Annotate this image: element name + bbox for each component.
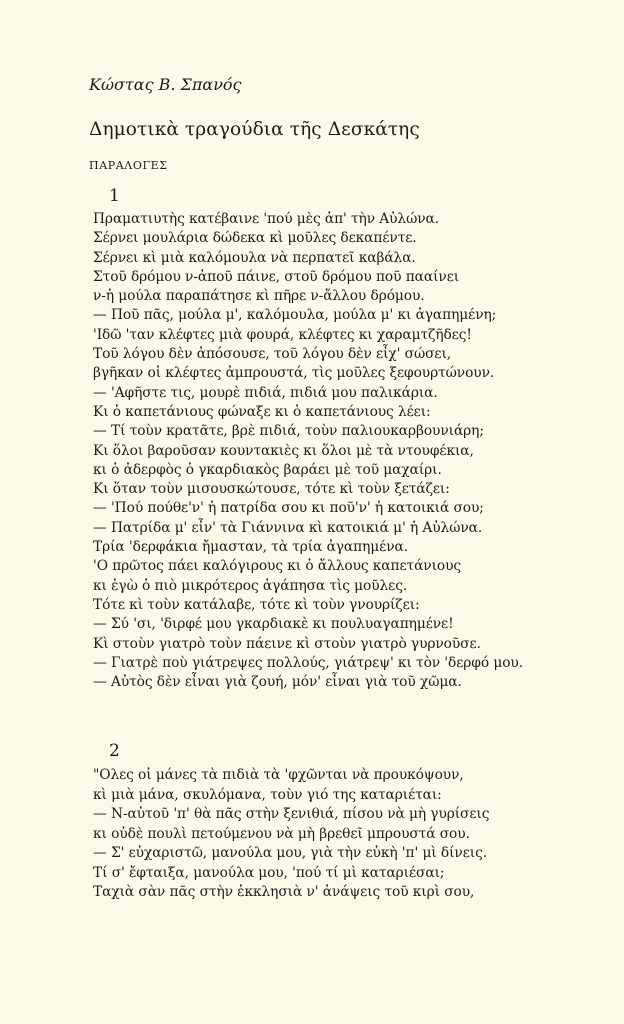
verse-line: Στοῦ δρόμου ν-ἀποῦ πάινε, στοῦ δρόμου ποῦ πααίνει <box>93 268 460 285</box>
poem-1-verse <box>93 210 613 692</box>
verse-line: — Γιατρὲ ποὺ γιάτρεψες πολλούς, γιάτρεψ' κι τὸν 'δερφό μου. <box>93 654 524 671</box>
verse-line: ν-ἡ μούλα παραπάτησε κὶ πῆρε ν-ἄλλου δρόμου. <box>93 288 425 305</box>
verse-line: βγῆκαν οἱ κλέφτες ἀμπρουστά, τὶς μοῦλες ξεφουρτώνουν. <box>93 365 495 382</box>
verse-line: Τρία 'δερφάκια ἤμασταν, τὰ τρία ἀγαπημένα. <box>93 539 408 556</box>
verse-line: Τοῦ λόγου δὲν ἀπόσουσε, τοῦ λόγου δὲν εἶχ' σώσει, <box>93 346 452 363</box>
verse-line: Κὶ στοὺν γιατρὸ τοὺν πάεινε κὶ στοὺν γιατρὸ γυρνοῦσε. <box>93 635 481 652</box>
verse-line: κι ἐγὼ ὁ πιὸ μικρότερος ἀγάπησα τὶς μοῦλες. <box>93 577 408 594</box>
verse-line: κὶ μιὰ μάνα, σκυλόμανα, τοὺν γιό της καταριέται: <box>93 786 442 803</box>
verse-line: Σέρνει μουλάρια δώδεκα κὶ μοῦλες δεκαπέντε. <box>93 230 417 247</box>
verse-line: Πραματιυτὴς κατέβαινε 'πού μὲς ἀπ' τὴν Αὐλώνα. <box>93 211 440 227</box>
verse-line: 'Ο πρῶτος πάει καλόγιρους κι ὁ ἄλλους καπετάνιους <box>93 558 462 575</box>
verse-line: — Αὐτὸς δὲν εἶναι γιὰ ζουή, μόν' εἶναι γιὰ τοῦ χῶμα. <box>93 674 462 691</box>
verse-line: "Ολες οἱ μάνες τὰ πιδιὰ τὰ 'φχῶνται νὰ προυκόψουν, <box>93 767 464 783</box>
verse-line: κι ὁ ἀδερφὸς ὁ γκαρδιακὸς βαράει μὲ τοῦ μαχαίρι. <box>93 461 442 478</box>
verse-line: — Πατρίδα μ' εἶν' τὰ Γιάννινα κὶ κατοικιά μ' ἡ Αὐλώνα. <box>93 519 483 536</box>
verse-line: — 'Πού πούθε'ν' ἡ πατρίδα σου κι ποῦ'ν' ἡ κατοικιά σου; <box>93 500 484 517</box>
verse-line: Ταχιὰ σὰν πᾶς στὴν ἐκκλησιὰ ν' ἀνάψεις τοῦ κιρὶ σου, <box>93 884 475 900</box>
poem-number: 1 <box>109 186 120 206</box>
poem-2-verse <box>93 766 613 903</box>
verse-line: — 'Αφῆστε τις, μουρὲ πιδιά, πιδιά μου παλικάρια. <box>93 384 438 401</box>
verse-line: — Σ' εὐχαριστῶ, μανούλα μου, γιὰ τὴν εὐκὴ 'π' μὶ δίνεις. <box>93 845 487 861</box>
section-heading: ΠΑΡΑΛΟΓΕΣ <box>89 159 168 172</box>
verse-line: — Ν-αὐτοῦ 'π' θὰ πᾶς στὴν ξενιθιά, πίσου νὰ μὴ γυρίσεις <box>93 806 490 822</box>
verse-line: 'Ιδῶ 'ταν κλέφτες μιὰ φουρά, κλέφτες κι χαραμτζῆδες! <box>93 326 472 343</box>
verse-line: κι οὐδὲ πουλὶ πετούμενου νὰ μὴ βρεθεῖ μπρουστά σου. <box>93 825 470 842</box>
verse-line: — Ποῦ πᾶς, μούλα μ', καλόμουλα, μούλα μ' κι ἀγαπημένη; <box>93 307 497 324</box>
verse-line: Κι ὅταν τοὺν μισουσκώτουσε, τότε κὶ τοὺν ξετάζει: <box>93 481 450 498</box>
verse-line: — Τί τοὺν κρατᾶτε, βρὲ πιδιά, τοὺν παλιουκαρβουνιάρη; <box>93 423 484 440</box>
verse-line: Τί σ' ἔφταιξα, μανούλα μου, 'πού τί μὶ καταριέσαι; <box>93 864 445 881</box>
document-title: Δημοτικὰ τραγούδια τῆς Δεσκάτης <box>89 119 420 140</box>
verse-line: Σέρνει κὶ μιὰ καλόμουλα νὰ περπατεῖ καβάλα. <box>93 249 416 266</box>
author-name: Κώστας Β. Σπανός <box>89 75 242 94</box>
verse-line: Κι ὅλοι βαροῦσαν κουντακιὲς κι ὅλοι μὲ τὰ ντουφέκια, <box>93 442 474 459</box>
poem-number: 2 <box>109 741 120 761</box>
verse-line: — Σύ 'σι, 'διρφέ μου γκαρδιακὲ κι πουλυαγαπημένε! <box>93 616 454 633</box>
verse-line: Κι ὁ καπετάνιους φώναξε κι ὁ καπετάνιους λέει: <box>93 403 431 420</box>
verse-line: Τότε κὶ τοὺν κατάλαβε, τότε κὶ τοὺν γνουρίζει: <box>93 596 420 613</box>
